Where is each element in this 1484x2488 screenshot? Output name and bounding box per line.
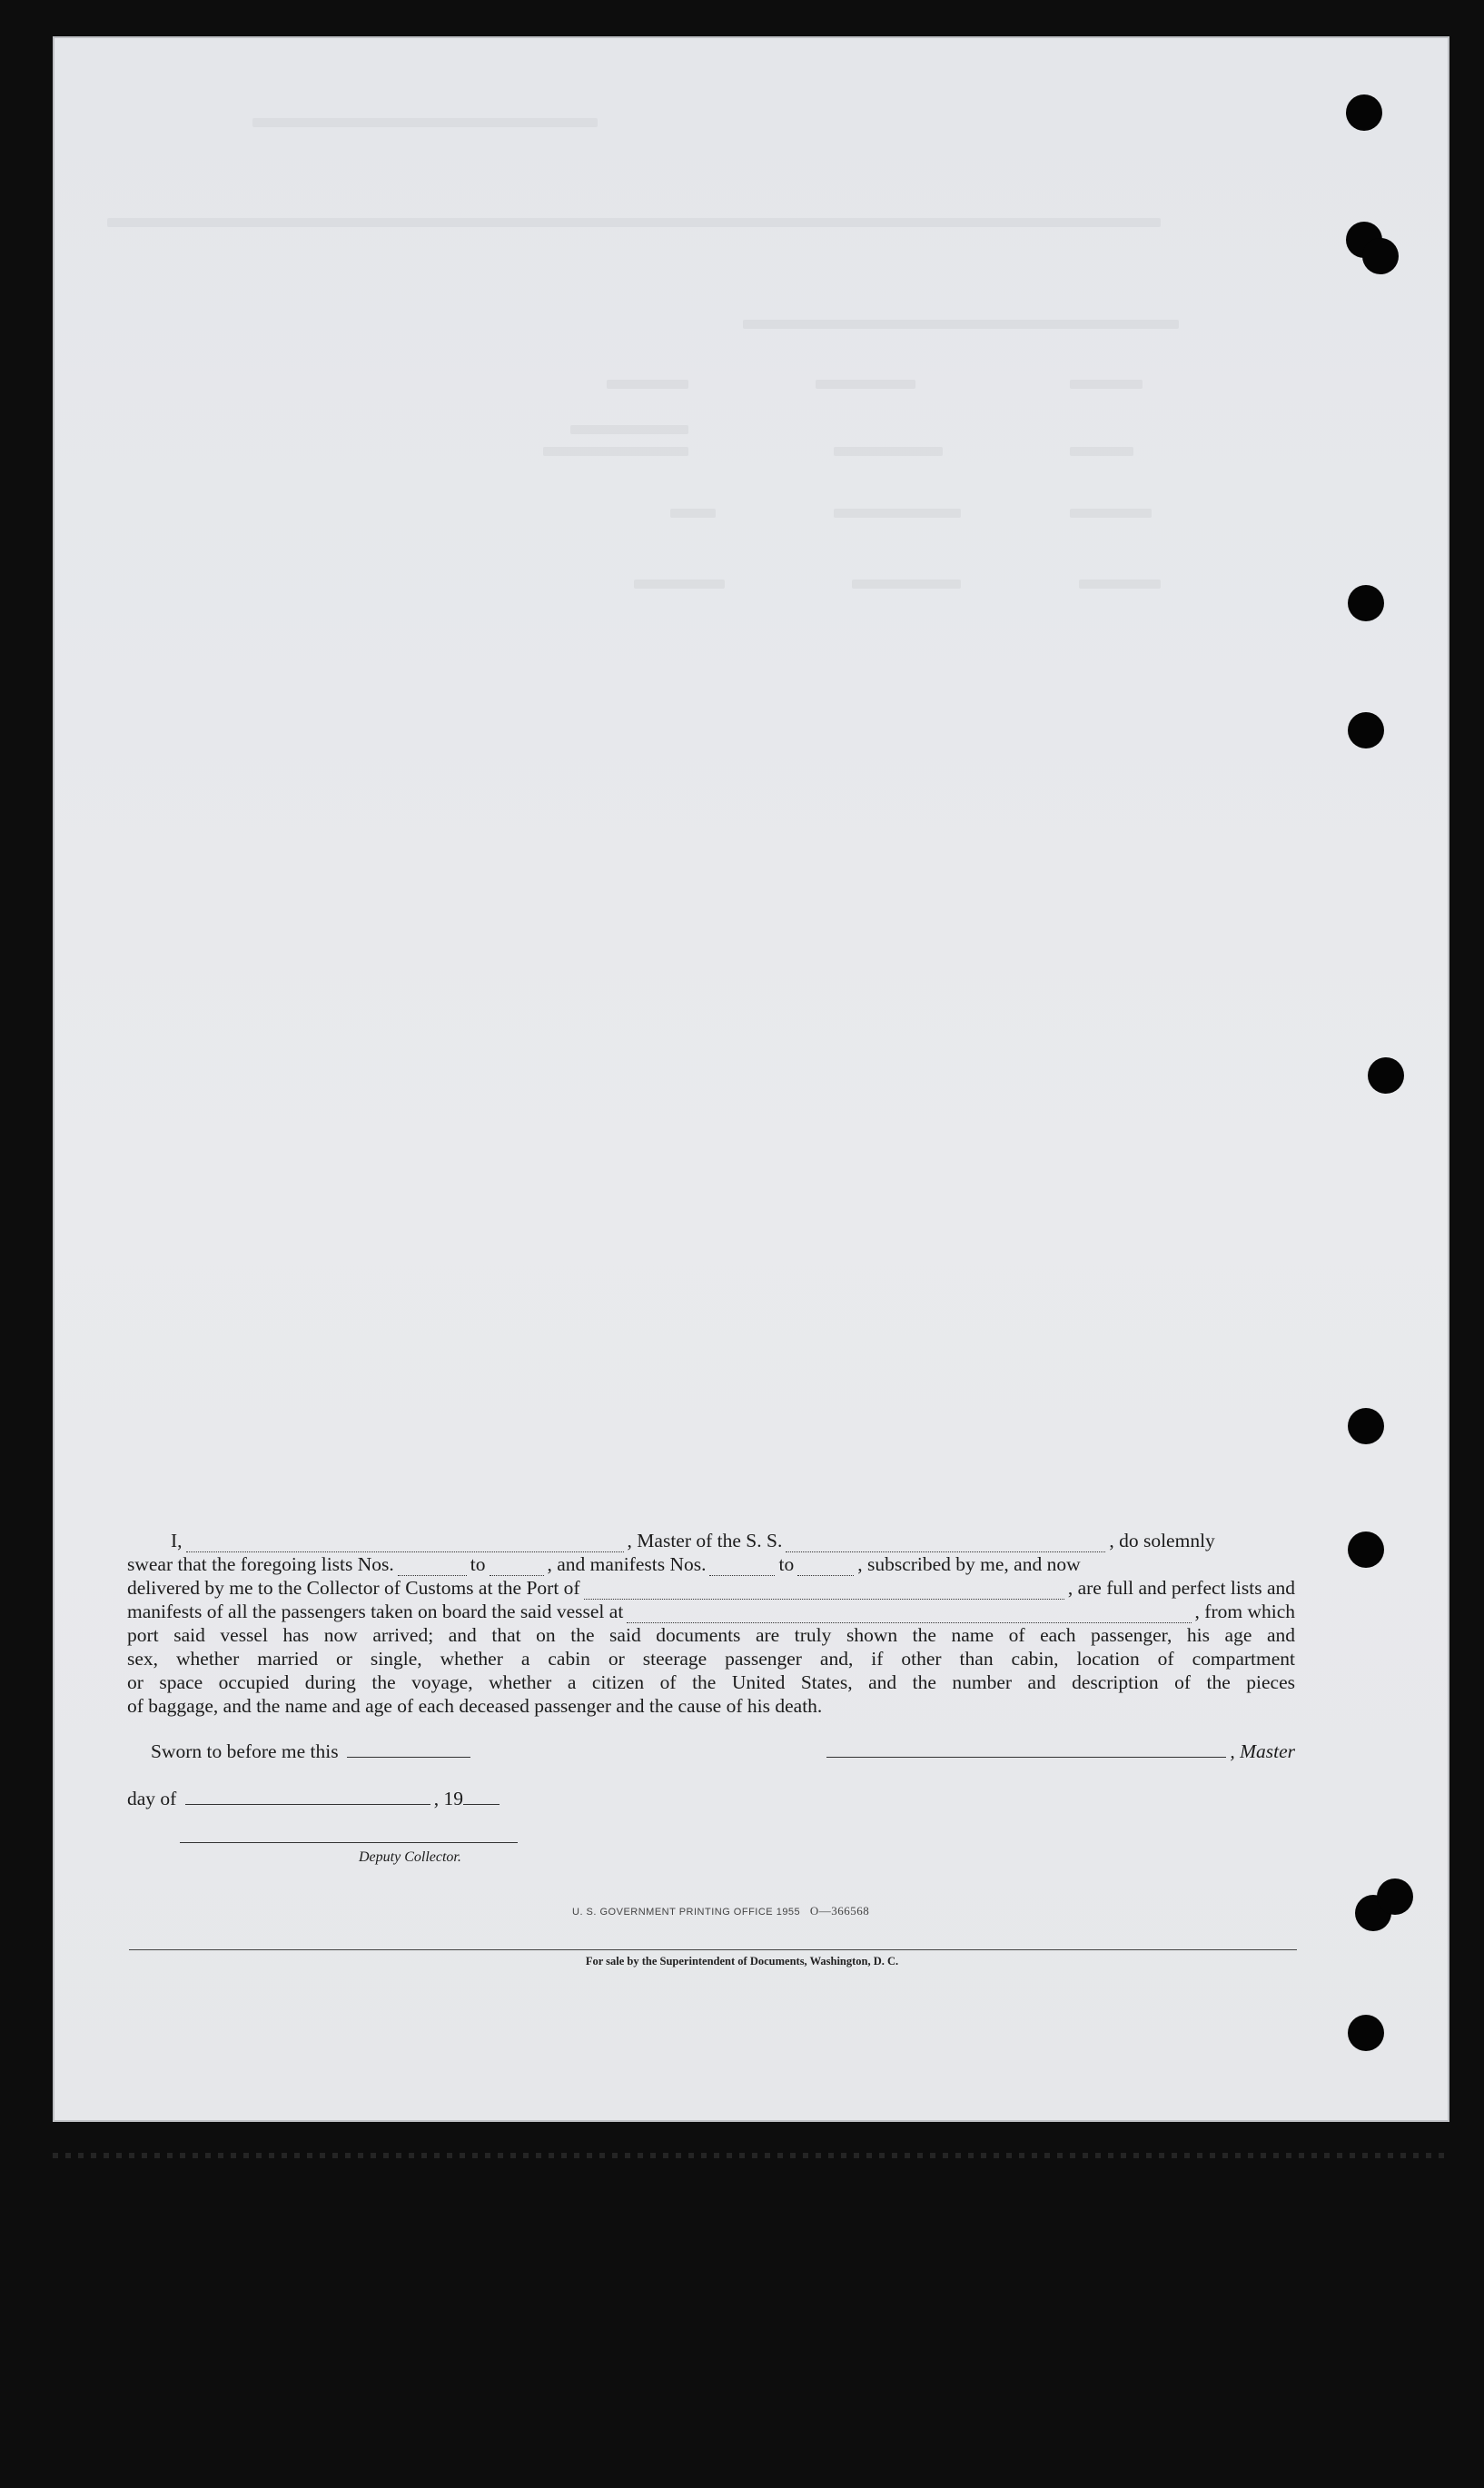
master-signature-blank[interactable] bbox=[826, 1739, 1226, 1758]
bleed-through-text bbox=[252, 118, 598, 127]
printing-office-imprint bbox=[572, 1904, 869, 1918]
master-signature-line bbox=[823, 1739, 1295, 1763]
gpo-label: U. S. GOVERNMENT PRINTING OFFICE 1955 bbox=[572, 1907, 801, 1918]
bleed-through-text bbox=[107, 218, 1161, 227]
bleed-through-text bbox=[670, 509, 716, 518]
oath-line: or space occupied during the voyage, whether a citizen of the United States, and the number and description of the pieces bbox=[127, 1671, 1295, 1693]
oath-text: manifests of all the passengers taken on board the said vessel at bbox=[127, 1601, 624, 1622]
sworn-date-blank[interactable] bbox=[347, 1739, 470, 1758]
bleed-through-text bbox=[1070, 380, 1143, 389]
bleed-through-text bbox=[607, 380, 688, 389]
manifests-to-blank[interactable] bbox=[797, 1557, 854, 1576]
year-prefix: , 19 bbox=[433, 1788, 463, 1809]
oath-line: port said vessel has now arrived; and that on the said documents are truly shown the name of each passenger, his age and bbox=[127, 1624, 1295, 1646]
punch-hole bbox=[1348, 585, 1384, 621]
oath-text: , from which bbox=[1194, 1601, 1295, 1622]
oath-line bbox=[127, 1552, 1295, 1576]
bleed-through-text bbox=[1079, 580, 1161, 589]
bleed-through-text bbox=[1070, 447, 1133, 456]
manifests-from-blank[interactable] bbox=[709, 1557, 775, 1576]
oath-text: delivered by me to the Collector of Customs at the Port of bbox=[127, 1577, 580, 1599]
oath-text: , Master of the S. S. bbox=[627, 1530, 783, 1551]
oath-paragraph bbox=[127, 1529, 1295, 1718]
sworn-line bbox=[151, 1739, 474, 1763]
ship-name-blank[interactable] bbox=[786, 1533, 1105, 1552]
bleed-through-text bbox=[816, 380, 915, 389]
sale-notice: For sale by the Superintendent of Documents, Washington, D. C. bbox=[585, 1955, 899, 1968]
deputy-collector-label: Deputy Collector. bbox=[359, 1849, 461, 1865]
bleed-through-text bbox=[634, 580, 725, 589]
year-blank[interactable] bbox=[463, 1786, 500, 1805]
oath-line: of baggage, and the name and age of each deceased passenger and the cause of his death. bbox=[127, 1695, 823, 1717]
month-blank[interactable] bbox=[185, 1786, 430, 1805]
signature-area bbox=[127, 1739, 1295, 1884]
bleed-through-text bbox=[743, 320, 1179, 329]
oath-text: , do solemnly bbox=[1109, 1530, 1215, 1551]
scan-edge-artifact bbox=[53, 2153, 1451, 2158]
bleed-through-text bbox=[1070, 509, 1152, 518]
punch-hole bbox=[1348, 2015, 1384, 2051]
punch-hole bbox=[1368, 1057, 1404, 1094]
punch-hole bbox=[1362, 238, 1399, 274]
embarkation-port-blank[interactable] bbox=[627, 1604, 1191, 1623]
master-label: , Master bbox=[1230, 1740, 1295, 1762]
oath-line bbox=[127, 1600, 1295, 1623]
punch-hole bbox=[1348, 1531, 1384, 1568]
oath-text: , and manifests Nos. bbox=[547, 1553, 707, 1575]
bleed-through-text bbox=[570, 425, 688, 434]
punch-hole bbox=[1346, 94, 1382, 131]
punch-hole bbox=[1348, 1408, 1384, 1444]
lists-from-blank[interactable] bbox=[398, 1557, 467, 1576]
deputy-signature-line[interactable] bbox=[180, 1842, 518, 1843]
oath-line bbox=[127, 1529, 1295, 1552]
port-blank[interactable] bbox=[584, 1581, 1064, 1600]
oath-text: I, bbox=[171, 1530, 183, 1551]
punch-hole bbox=[1348, 712, 1384, 748]
sworn-label: Sworn to before me this bbox=[151, 1740, 339, 1762]
punch-hole bbox=[1377, 1878, 1413, 1915]
oath-line: sex, whether married or single, whether a cabin or steerage passenger and, if other than cabin, location of compartment bbox=[127, 1648, 1295, 1670]
oath-text: to bbox=[470, 1553, 486, 1575]
lists-to-blank[interactable] bbox=[490, 1557, 544, 1576]
oath-text: to bbox=[778, 1553, 795, 1575]
master-name-blank[interactable] bbox=[186, 1533, 624, 1552]
bleed-through-text bbox=[852, 580, 961, 589]
bleed-through-text bbox=[834, 447, 943, 456]
oath-text: , subscribed by me, and now bbox=[857, 1553, 1081, 1575]
footer-rule bbox=[129, 1949, 1297, 1950]
oath-line bbox=[127, 1576, 1295, 1600]
gpo-number: O—366568 bbox=[809, 1904, 870, 1918]
oath-text: , are full and perfect lists and bbox=[1067, 1577, 1295, 1599]
bleed-through-text bbox=[834, 509, 961, 518]
day-of-label: day of bbox=[127, 1788, 177, 1809]
day-of-line bbox=[127, 1786, 503, 1810]
bleed-through-text bbox=[543, 447, 688, 456]
oath-text: swear that the foregoing lists Nos. bbox=[127, 1553, 394, 1575]
